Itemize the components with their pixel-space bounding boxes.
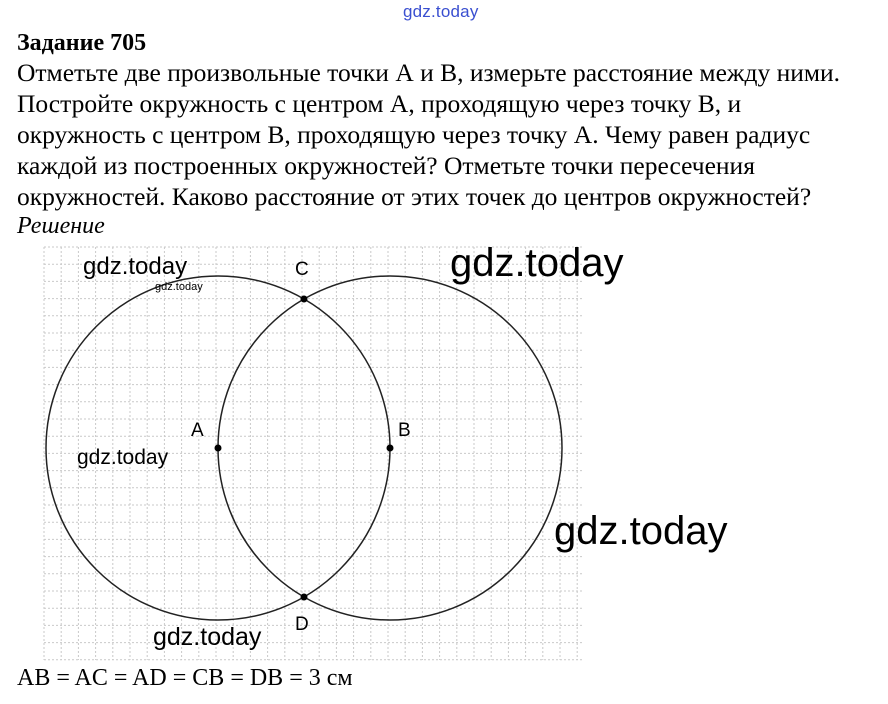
task-text-line-4: каждой из построенных окружностей? Отметьте точки пересечения [17, 151, 755, 180]
watermark-1: gdz.today [83, 253, 188, 280]
watermark-3: gdz.today [450, 241, 624, 285]
watermark-2: gdz.today [155, 281, 203, 293]
watermark-4: gdz.today [77, 446, 169, 469]
label-c: C [295, 259, 309, 280]
task-text-line-1: Отметьте две произвольные точки А и В, измерьте расстояние между ними. [17, 58, 841, 87]
task-text-line-5: окружностей. Каково расстояние от этих точек до центров окружностей? [17, 182, 812, 211]
answer-text: AB = AC = AD = CB = DB = 3 см [17, 665, 353, 691]
label-a: A [191, 420, 204, 441]
solution-label: Решение [17, 213, 105, 239]
point-b [387, 445, 394, 452]
point-c [301, 296, 308, 303]
watermark-6: gdz.today [153, 623, 262, 651]
watermark-5: gdz.today [554, 509, 728, 553]
task-title: Задание 705 [17, 30, 147, 56]
point-d [301, 594, 308, 601]
top-watermark: gdz.today [403, 2, 479, 21]
task-text-line-2: Постройте окружность с центром А, проходящую через точку В, и [17, 89, 742, 118]
task-text-line-3: окружность с центром В, проходящую через точку А. Чему равен радиус [17, 120, 811, 149]
point-a [215, 445, 222, 452]
label-b: B [398, 420, 411, 441]
label-d: D [295, 614, 309, 635]
